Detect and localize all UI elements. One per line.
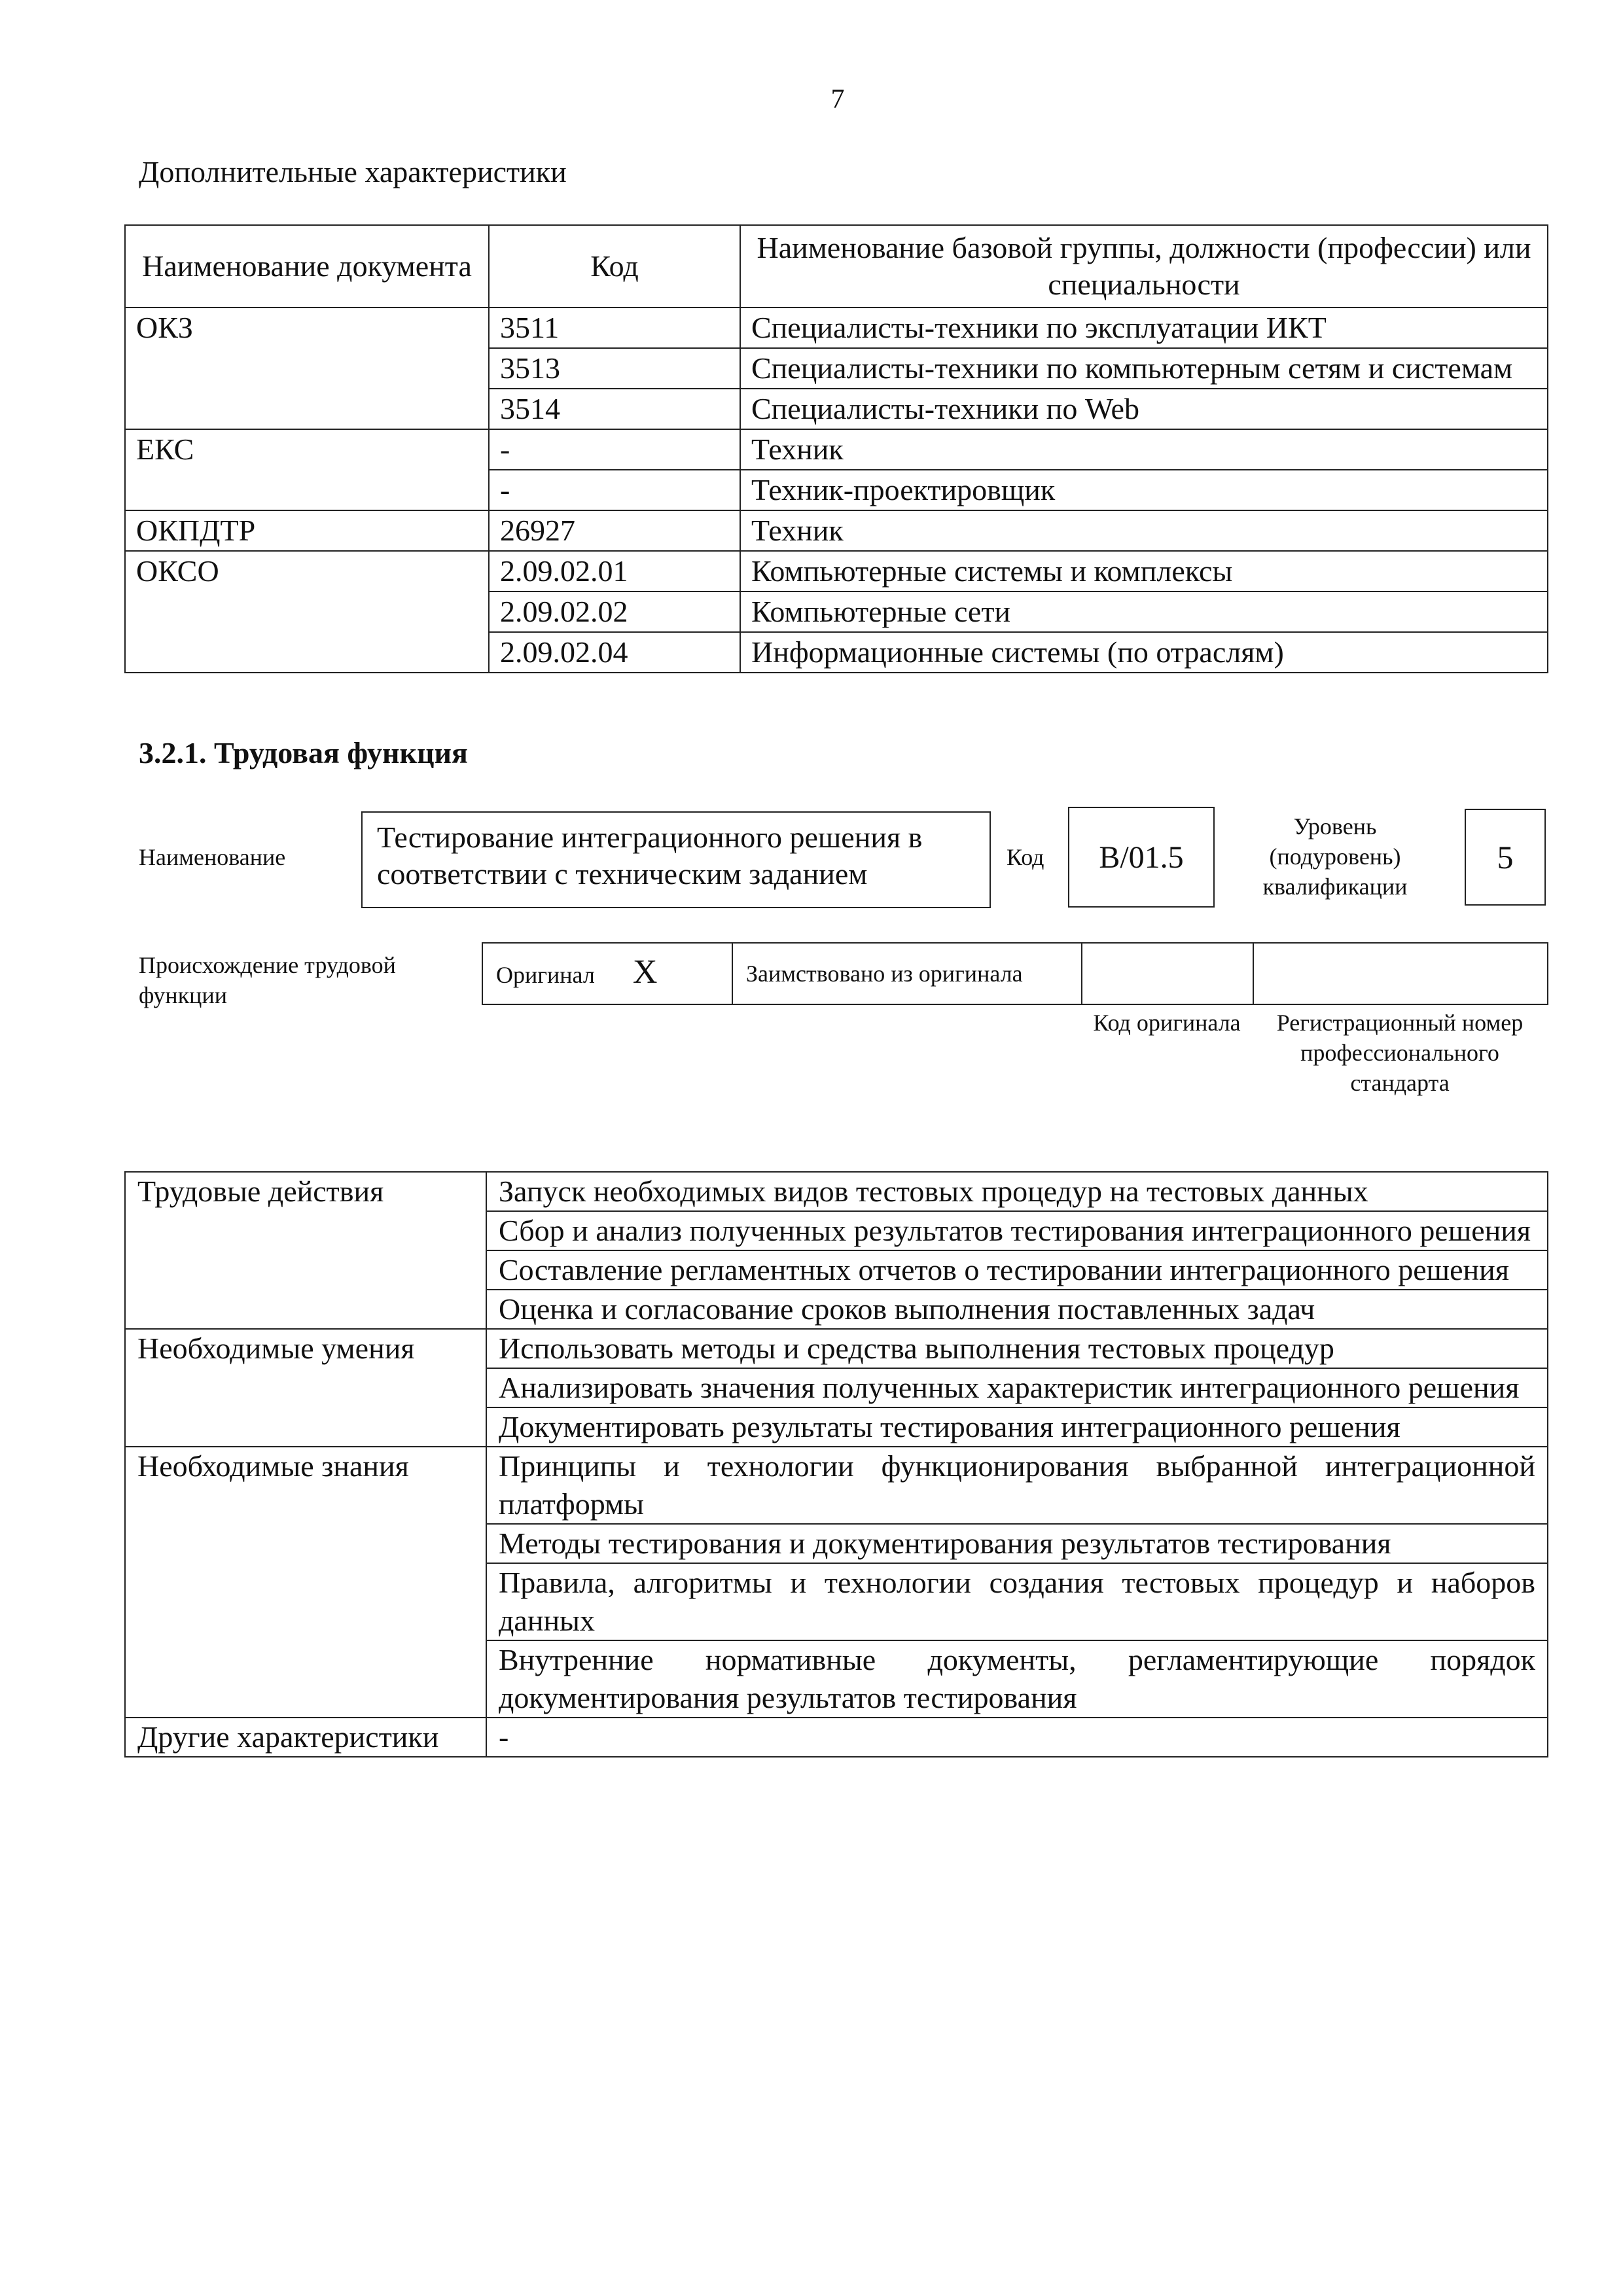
code-original-cell — [1082, 943, 1253, 1004]
table-row — [125, 1524, 1548, 1563]
table-row — [125, 1447, 1548, 1524]
labour-function-table — [124, 1171, 1548, 1757]
group-label-cell — [125, 1290, 486, 1329]
name-cell: Компьютерные сети — [740, 592, 1548, 632]
document-cell — [125, 470, 489, 510]
name-cell: Техник — [740, 510, 1548, 551]
document-cell — [125, 632, 489, 673]
item-cell: Оценка и согласование сроков выполнения поставленных задач — [486, 1290, 1548, 1329]
origin-label: Происхождение трудовой функции — [139, 952, 396, 1008]
document-cell: ОКСО — [125, 551, 489, 592]
code-label: Код — [1007, 844, 1044, 870]
column-header: Наименование документа — [125, 225, 489, 308]
page-number: 7 — [830, 84, 845, 115]
table-header-row — [125, 225, 1548, 308]
group-label-cell: Необходимые знания — [125, 1447, 486, 1524]
name-cell: Специалисты-техники по Web — [740, 389, 1548, 429]
additional-characteristics-table — [124, 224, 1548, 673]
table-row — [125, 592, 1548, 632]
table-row — [125, 348, 1548, 389]
item-cell: Сбор и анализ полученных результатов тестирования интеграционного решения — [486, 1211, 1548, 1250]
table-row — [125, 429, 1548, 470]
table-row — [125, 1290, 1548, 1329]
original-label: Оригинал — [496, 962, 595, 988]
table-row — [125, 1563, 1548, 1640]
document-cell: ОКЗ — [125, 308, 489, 348]
group-label-cell: Трудовые действия — [125, 1172, 486, 1211]
group-label-cell — [125, 1407, 486, 1447]
code-cell: 2.09.02.01 — [489, 551, 740, 592]
item-cell: Анализировать значения полученных характеристик интеграционного решения — [486, 1368, 1548, 1407]
section-heading: Дополнительные характеристики — [139, 155, 567, 188]
table-row — [125, 1368, 1548, 1407]
original-mark: X — [632, 953, 658, 991]
code-original-caption: Код оригинала — [1093, 1010, 1241, 1036]
group-label-cell — [125, 1250, 486, 1290]
item-cell: Правила, алгоритмы и технологии создания тестовых процедур и наборов данных — [486, 1563, 1548, 1640]
code-cell: 2.09.02.04 — [489, 632, 740, 673]
code-cell: - — [489, 429, 740, 470]
table-row — [125, 1329, 1548, 1368]
table-row — [125, 1250, 1548, 1290]
code-cell: 3513 — [489, 348, 740, 389]
item-cell: Внутренние нормативные документы, регламентирующие порядок документирования результатов тестирования — [486, 1640, 1548, 1718]
item-cell: Составление регламентных отчетов о тестировании интеграционного решения — [486, 1250, 1548, 1290]
table-row — [125, 551, 1548, 592]
document-cell — [125, 389, 489, 429]
group-label-cell — [125, 1211, 486, 1250]
item-cell: Документировать результаты тестирования интеграционного решения — [486, 1407, 1548, 1447]
table-row — [125, 1211, 1548, 1250]
qualification-level-label: Уровень (подуровень) квалификации — [1262, 813, 1408, 900]
origin-row — [482, 943, 1548, 1004]
code-cell: 3514 — [489, 389, 740, 429]
name-cell: Техник — [740, 429, 1548, 470]
column-header: Наименование базовой группы, должности (профессии) или специальности — [740, 225, 1548, 308]
group-label-cell: Другие характеристики — [125, 1718, 486, 1757]
item-cell: Использовать методы и средства выполнения тестовых процедур — [486, 1329, 1548, 1368]
origin-table — [482, 942, 1548, 1005]
group-label-cell — [125, 1563, 486, 1640]
item-cell: - — [486, 1718, 1548, 1757]
document-cell: ОКПДТР — [125, 510, 489, 551]
code-cell: - — [489, 470, 740, 510]
reg-number-caption: Регистрационный номер профессионального стандарта — [1276, 1010, 1524, 1096]
table-row — [125, 632, 1548, 673]
code-cell: 3511 — [489, 308, 740, 348]
function-name-box: Тестирование интеграционного решения в соответствии с техническим заданием — [361, 811, 991, 908]
table-row — [125, 389, 1548, 429]
function-name-label: Наименование — [139, 844, 286, 870]
table-row — [125, 470, 1548, 510]
table-row — [125, 1640, 1548, 1718]
table-row — [125, 1407, 1548, 1447]
reg-number-cell — [1253, 943, 1548, 1004]
table-row — [125, 308, 1548, 348]
section-title: 3.2.1. Трудовая функция — [139, 736, 468, 769]
document-cell — [125, 348, 489, 389]
code-box: B/01.5 — [1068, 807, 1215, 908]
item-cell: Методы тестирования и документирования результатов тестирования — [486, 1524, 1548, 1563]
group-label-cell — [125, 1368, 486, 1407]
code-cell: 2.09.02.02 — [489, 592, 740, 632]
group-label-cell: Необходимые умения — [125, 1329, 486, 1368]
borrowed-cell: Заимствовано из оригинала — [732, 943, 1082, 1004]
item-cell: Принципы и технологии функционирования выбранной интеграционной платформы — [486, 1447, 1548, 1524]
qualification-level-box: 5 — [1465, 809, 1546, 906]
name-cell: Информационные системы (по отраслям) — [740, 632, 1548, 673]
name-cell: Специалисты-техники по эксплуатации ИКТ — [740, 308, 1548, 348]
group-label-cell — [125, 1640, 486, 1718]
table-row — [125, 1172, 1548, 1211]
table-row — [125, 510, 1548, 551]
name-cell: Техник-проектировщик — [740, 470, 1548, 510]
document-cell: ЕКС — [125, 429, 489, 470]
name-cell: Специалисты-техники по компьютерным сетям и системам — [740, 348, 1548, 389]
original-cell — [482, 943, 732, 1004]
group-label-cell — [125, 1524, 486, 1563]
column-header: Код — [489, 225, 740, 308]
name-cell: Компьютерные системы и комплексы — [740, 551, 1548, 592]
table-row — [125, 1718, 1548, 1757]
code-cell: 26927 — [489, 510, 740, 551]
item-cell: Запуск необходимых видов тестовых процедур на тестовых данных — [486, 1172, 1548, 1211]
document-cell — [125, 592, 489, 632]
